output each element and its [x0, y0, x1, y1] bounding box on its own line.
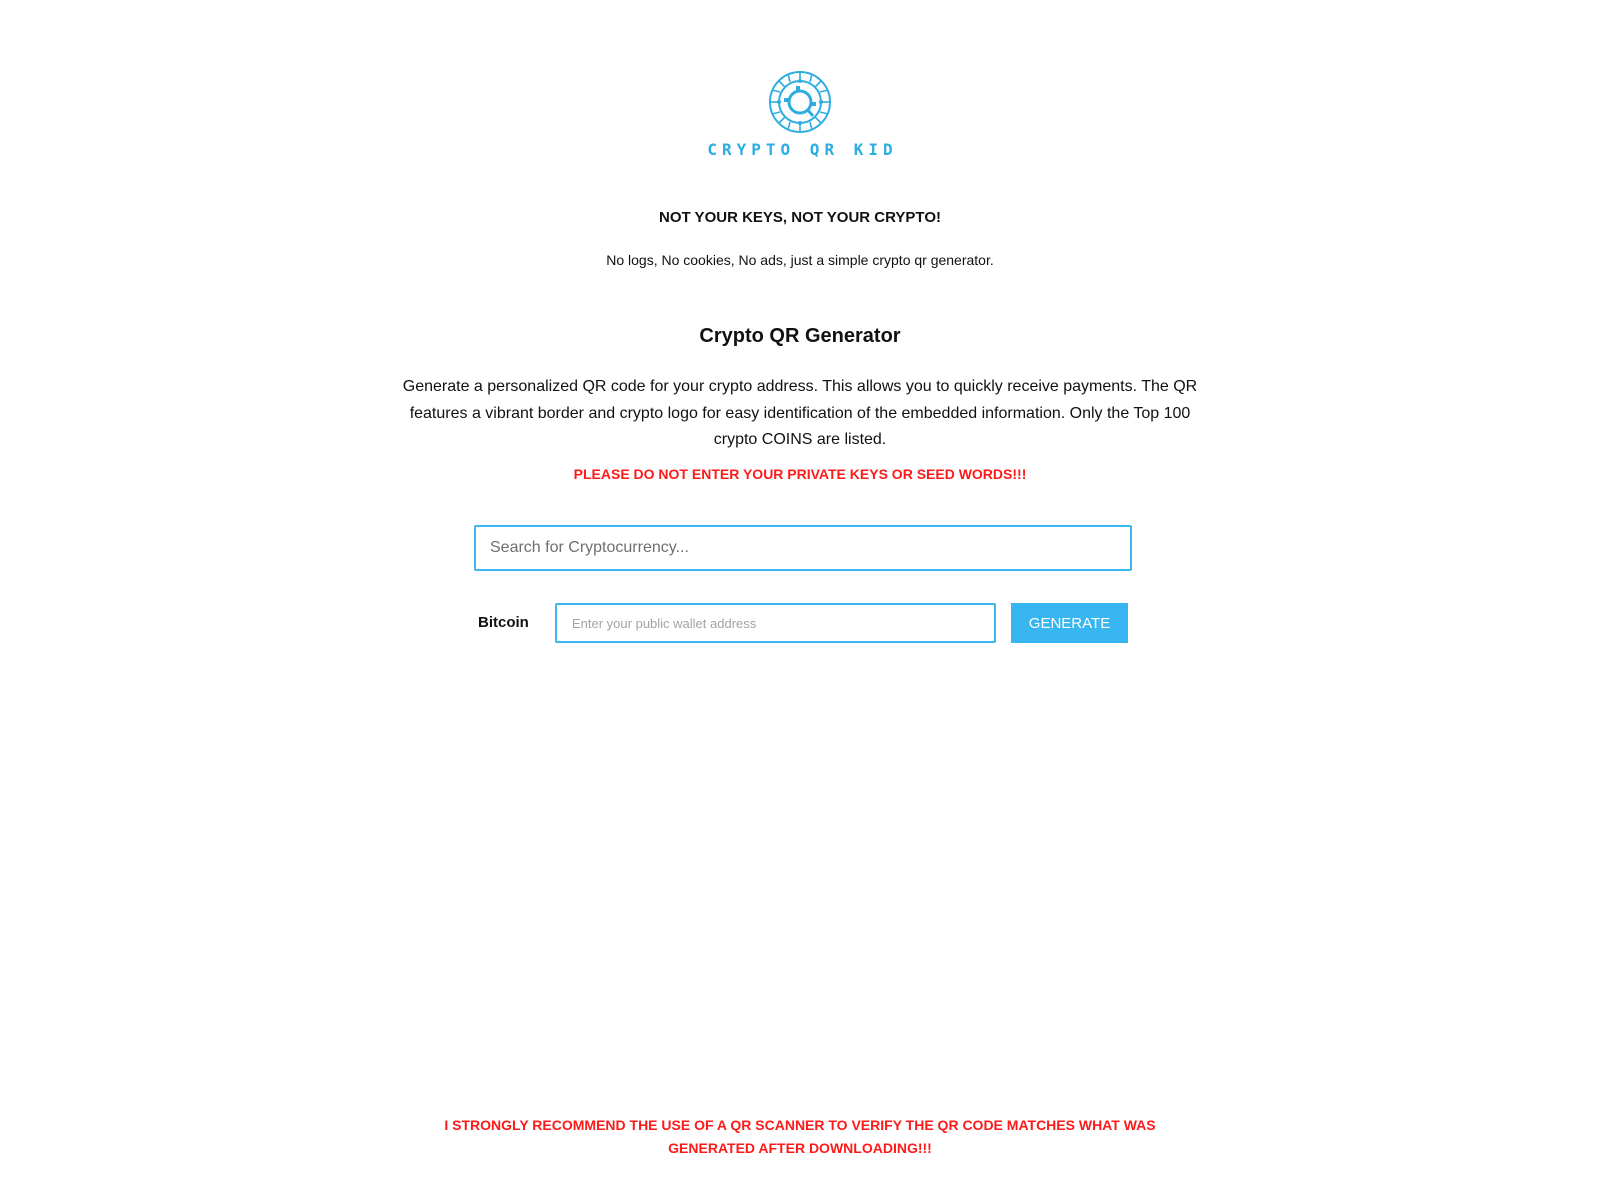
subtagline: No logs, No cookies, No ads, just a simple crypto qr generator. — [606, 252, 994, 268]
wallet-address-input[interactable] — [555, 603, 996, 643]
selected-coin-label: Bitcoin — [478, 614, 529, 631]
logo-text: CRYPTO QR KID — [707, 140, 898, 159]
crypto-search-input[interactable] — [474, 525, 1132, 571]
page-description: Generate a personalized QR code for your crypto address. This allows you to quickly receive payments. The QR features a vibrant border and crypto logo for easy identification of the embedded information. Only the Top 100 crypto COINS are listed. — [402, 378, 1198, 448]
qr-verify-warning: I STRONGLY RECOMMEND THE USE OF A QR SCANNER TO VERIFY THE QR CODE MATCHES WHAT WAS GENERATED AFTER DOWNLOADING!!! — [444, 1117, 1156, 1156]
generate-button[interactable]: GENERATE — [1011, 603, 1128, 643]
tagline: NOT YOUR KEYS, NOT YOUR CRYPTO! — [659, 209, 941, 226]
private-key-warning: PLEASE DO NOT ENTER YOUR PRIVATE KEYS OR SEED WORDS!!! — [573, 466, 1027, 482]
qr-circuit-icon — [768, 70, 832, 134]
site-logo[interactable] — [0, 70, 1600, 159]
page-title: Crypto QR Generator — [699, 325, 901, 347]
